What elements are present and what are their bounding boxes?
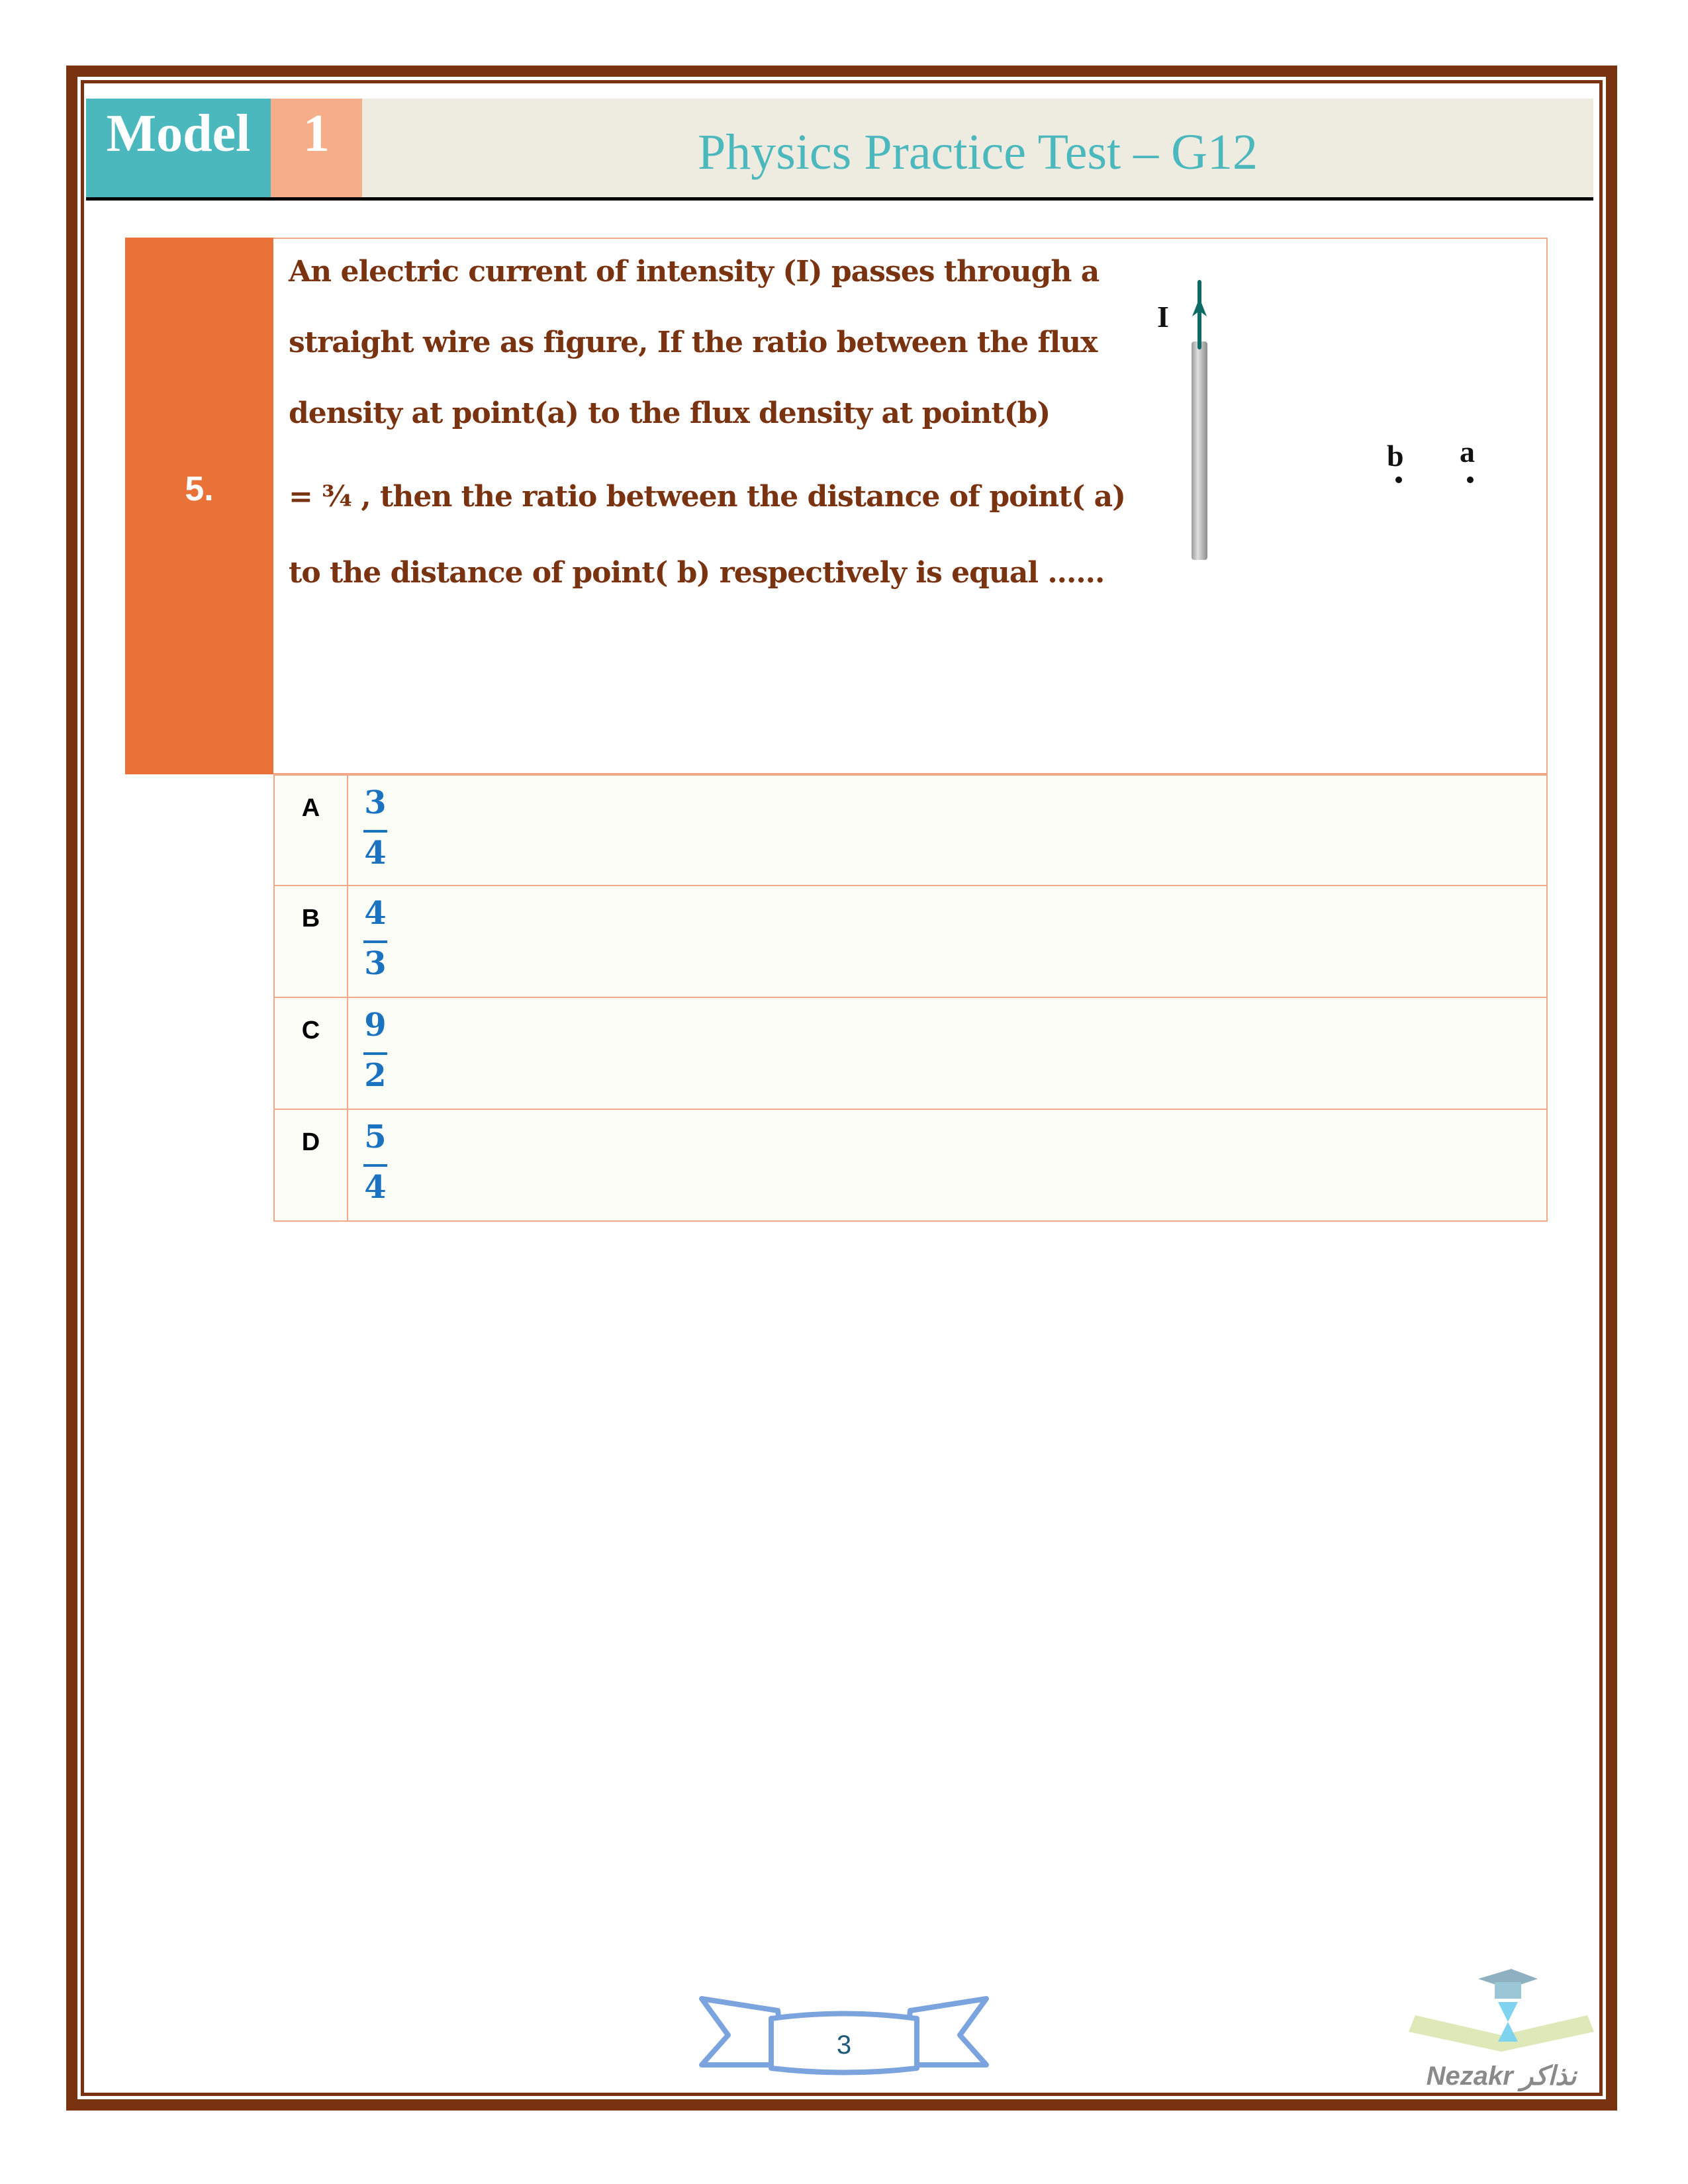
denominator: 4	[364, 835, 387, 872]
denominator: 2	[364, 1057, 387, 1094]
question-line: = ¾ , then the ratio between the distance of point( a)	[289, 480, 1125, 514]
page-title: Physics Practice Test – G12	[362, 99, 1593, 199]
option-letter: D	[275, 1110, 348, 1220]
option-fraction	[363, 1002, 387, 1099]
denominator: 4	[364, 1169, 387, 1206]
option-d[interactable]	[273, 1110, 1548, 1222]
current-label: I	[1157, 300, 1169, 334]
option-fraction	[363, 1114, 387, 1210]
option-c[interactable]	[273, 998, 1548, 1110]
header-divider	[86, 197, 1593, 201]
model-label: Model	[86, 99, 271, 199]
question-number: 5.	[125, 238, 273, 774]
question-line: An electric current of intensity (I) passes through a	[289, 255, 1100, 289]
wire	[1192, 341, 1207, 560]
numerator: 5	[364, 1118, 387, 1156]
option-fraction	[363, 890, 387, 987]
numerator: 4	[364, 895, 387, 932]
model-number: 1	[271, 99, 362, 199]
option-a[interactable]	[273, 774, 1548, 886]
current-arrow-icon	[1188, 278, 1211, 351]
point-b-label: b	[1387, 439, 1404, 473]
svg-text:Nezakr نذاكر: Nezakr نذاكر	[1426, 2062, 1577, 2091]
option-fraction	[363, 780, 387, 876]
option-letter: C	[275, 998, 348, 1109]
question-line: density at point(a) to the flux density at point(b)	[289, 396, 1051, 430]
option-b[interactable]	[273, 886, 1548, 998]
point-a-label: a	[1460, 435, 1475, 469]
nezakr-logo	[1402, 1959, 1601, 2091]
option-letter: A	[275, 776, 348, 885]
point-b-dot	[1395, 477, 1402, 483]
page-number: 3	[836, 2030, 852, 2060]
question-line: straight wire as figure, If the ratio between the flux	[289, 326, 1098, 359]
denominator: 3	[364, 945, 387, 982]
numerator: 3	[364, 784, 387, 821]
question-line: to the distance of point( b) respectively is equal ......	[289, 556, 1105, 590]
point-a-dot	[1467, 477, 1474, 483]
numerator: 9	[364, 1007, 387, 1044]
option-letter: B	[275, 886, 348, 997]
